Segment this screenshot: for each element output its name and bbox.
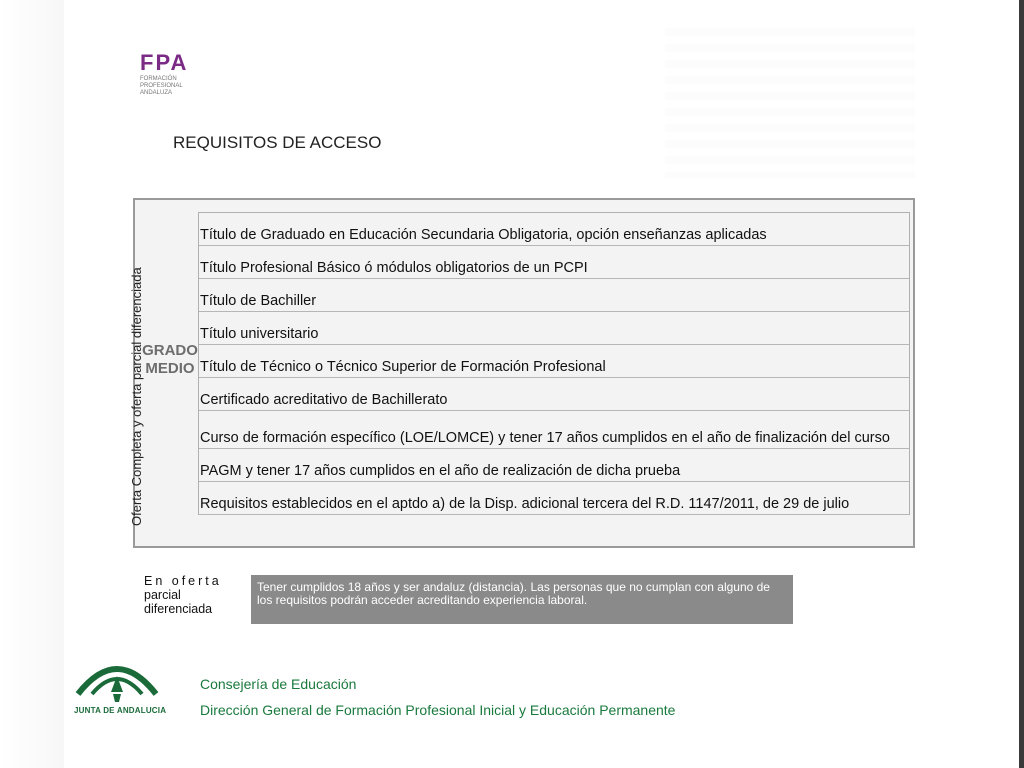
- requirements-table: [198, 212, 910, 515]
- fpa-logo-line: ANDALUZA: [140, 90, 173, 96]
- requirement-row: [199, 312, 909, 345]
- left-margin-shade: [0, 0, 64, 768]
- footer-directorate: Dirección General de Formación Profesional Inicial y Educación Permanente: [200, 702, 676, 718]
- level-label: [139, 342, 201, 378]
- fpa-logo-line: FORMACIÓN: [140, 76, 177, 82]
- requirement-row: [199, 449, 909, 482]
- level-label-text: GRADO MEDIO: [142, 342, 198, 377]
- requirement-row: [199, 345, 909, 378]
- requirement-text: Certificado acreditativo de Bachillerato: [200, 392, 448, 408]
- requirement-text: PAGM y tener 17 años cumplidos en el año de realización de dicha prueba: [200, 463, 681, 479]
- requirement-row: [199, 378, 909, 411]
- fpa-logo: [140, 52, 200, 97]
- fpa-logo-subtitle: [140, 76, 200, 97]
- requirement-text: Requisitos establecidos en el aptdo a) de la Disp. adicional tercera del R.D. 1147/2011, de 29 de julio: [200, 496, 850, 512]
- partial-offer-note: Tener cumplidos 18 años y ser andaluz (distancia). Las personas que no cumplan con alguno de los requisitos podrán acceder acreditando experiencia laboral.: [251, 575, 793, 624]
- footer-text: [200, 671, 675, 723]
- requirement-text: Título universitario: [200, 326, 319, 342]
- junta-arch-icon: [72, 650, 162, 706]
- requirement-text: Título de Técnico o Técnico Superior de Formación Profesional: [200, 359, 606, 375]
- requirement-text: Título de Bachiller: [200, 293, 317, 309]
- partial-offer-label: [144, 574, 222, 616]
- partial-offer-label-line: parcial: [144, 588, 181, 602]
- requirement-row: [199, 411, 909, 449]
- partial-offer-label-line: diferenciada: [144, 602, 213, 616]
- requirement-text: Título Profesional Básico ó módulos obligatorios de un PCPI: [200, 260, 588, 276]
- fpa-logo-mark: FPA: [140, 50, 189, 75]
- partial-offer-label-line: En oferta: [144, 574, 222, 588]
- faded-background-graphic: [665, 28, 915, 178]
- requirement-row: [199, 482, 909, 515]
- requirement-row: [199, 246, 909, 279]
- offer-type-vertical-label: [115, 236, 145, 526]
- requirement-text: Título de Graduado en Educación Secundaria Obligatoria, opción enseñanzas aplicadas: [200, 227, 767, 243]
- requirement-row: [199, 213, 909, 246]
- fpa-logo-line: PROFESIONAL: [140, 83, 183, 89]
- requirement-text: Curso de formación específico (LOE/LOMCE) y tener 17 años cumplidos en el año de finalización del curso: [200, 430, 890, 446]
- junta-andalucia-emblem: [72, 650, 167, 720]
- page-title: REQUISITOS DE ACCESO: [173, 133, 382, 152]
- junta-caption: JUNTA DE ANDALUCIA: [74, 706, 167, 715]
- footer-department: Consejería de Educación: [200, 676, 357, 692]
- offer-type-text: Oferta Completa y oferta parcial diferenciada: [129, 267, 144, 526]
- requirement-row: [199, 279, 909, 312]
- slide-edge: [1019, 0, 1024, 768]
